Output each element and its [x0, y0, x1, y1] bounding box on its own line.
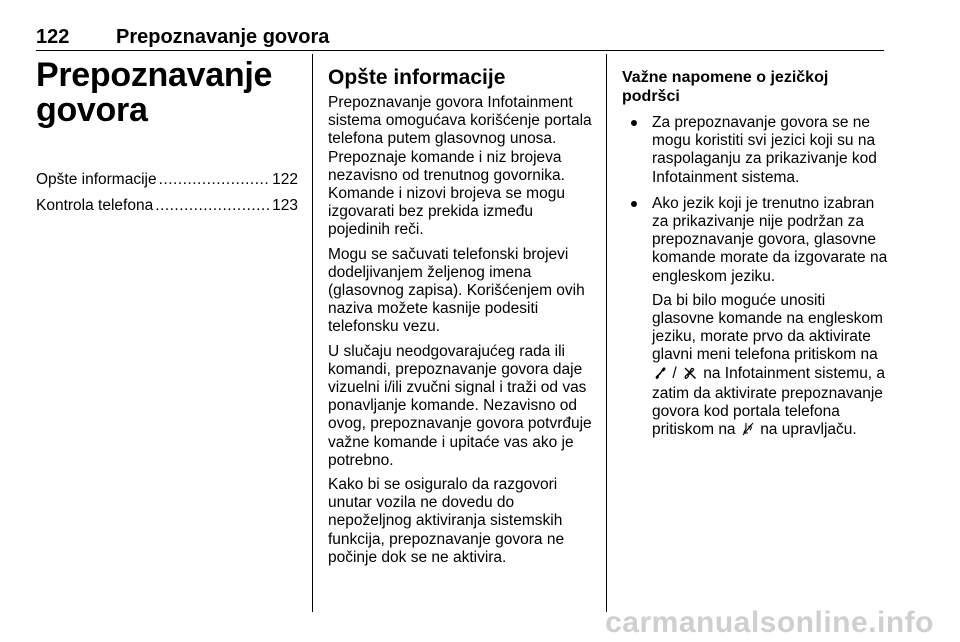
- chapter-title: [36, 58, 298, 128]
- paragraph: Mogu se sačuvati telefonski brojevi dodeljivanjem željenog imena (glasovnog zapisa). Korišćenjem ovih naziva možete kasnije podesiti telefonsku vezu.: [328, 245, 585, 336]
- bullet-icon: [631, 201, 637, 207]
- chapter-title-line1: Prepoznavanje: [36, 56, 273, 94]
- paragraph: Prepoznavanje govora Infotainment sistema omogućava korišćenje portala telefona putem glasovnog unosa. Prepoznaje komande i niz brojeva nezavisno od trenutnog govornika. Komande i nizovi brojeva se mogu izgovarati bez prekida između pojedinih reči.: [328, 94, 592, 239]
- paragraph-text: na Infotainment sistemu, a zatim da aktivirate prepoznavanje govora kod portala telefona pritiskom na: [652, 364, 886, 439]
- chapter-title-line2: govora: [36, 91, 148, 129]
- paragraph: Kako bi se osiguralo da razgovori unutar vozila ne dovedu do nepoželjnog aktiviranja sistemskih funkcija, prepoznavanje govora ne počinje dok se ne aktivira.: [328, 476, 565, 566]
- phone-crossed-icon: [683, 366, 697, 385]
- section-title-language: Važne napomene o jezičkoj podršci: [622, 69, 829, 105]
- toc-entry-general[interactable]: [36, 170, 298, 190]
- page-header: [36, 26, 884, 51]
- column-divider-left: [312, 54, 313, 612]
- list-item: [622, 114, 888, 187]
- toc-entry-page: 122: [272, 171, 298, 188]
- general-info-column: [328, 58, 598, 573]
- page-number: 122: [36, 26, 70, 48]
- toc-entry-label: Kontrola telefona: [36, 197, 154, 214]
- watermark: carmanualsonline.info: [605, 606, 934, 639]
- paragraph: [652, 292, 888, 442]
- table-of-contents: [36, 170, 298, 216]
- language-bullet-list: [622, 114, 888, 441]
- toc-entry-phone-control[interactable]: [36, 196, 298, 216]
- voice-command-icon: [742, 422, 754, 441]
- column-divider-right: [606, 54, 607, 612]
- chapter-column: [36, 58, 298, 222]
- toc-leader-dots: [159, 170, 271, 190]
- header-title: Prepoznavanje govora: [116, 26, 330, 48]
- toc-leader-dots: [155, 196, 270, 216]
- toc-entry-page: 123: [272, 197, 298, 214]
- section-title-general: Opšte informacije: [328, 66, 506, 89]
- separator-slash: /: [672, 364, 677, 382]
- paragraph: U slučaju neodgovarajućeg rada ili komandi, prepoznavanje govora daje vizuelni i/ili zvučni signal i traži od vas ponavljanje komande. Nezavisno od ovog, prepoznavanje govora potvrđuje važne komande i upitaće vas ako je potrebno.: [328, 342, 592, 469]
- paragraph-text: Da bi bilo moguće unositi glasovne komande na engleskom jeziku, morate prvo da aktivirate glavni meni telefona pritiskom na: [652, 291, 883, 364]
- toc-entry-label: Opšte informacije: [36, 171, 157, 188]
- list-item: [622, 195, 888, 442]
- language-notes-column: [622, 58, 888, 449]
- phone-icon: [654, 366, 666, 385]
- paragraph-text: na upravljaču.: [760, 421, 857, 439]
- paragraph: Ako jezik koji je trenutno izabran za prikazivanje nije podržan za prepoznavanje govora, glasovne komande morate da izgovarate na engleskom jeziku.: [652, 194, 888, 285]
- bullet-icon: [631, 120, 637, 126]
- paragraph: Za prepoznavanje govora se ne mogu koristiti svi jezici koji su na raspolaganju za prikazivanje kod Infotainment sistema.: [652, 114, 877, 186]
